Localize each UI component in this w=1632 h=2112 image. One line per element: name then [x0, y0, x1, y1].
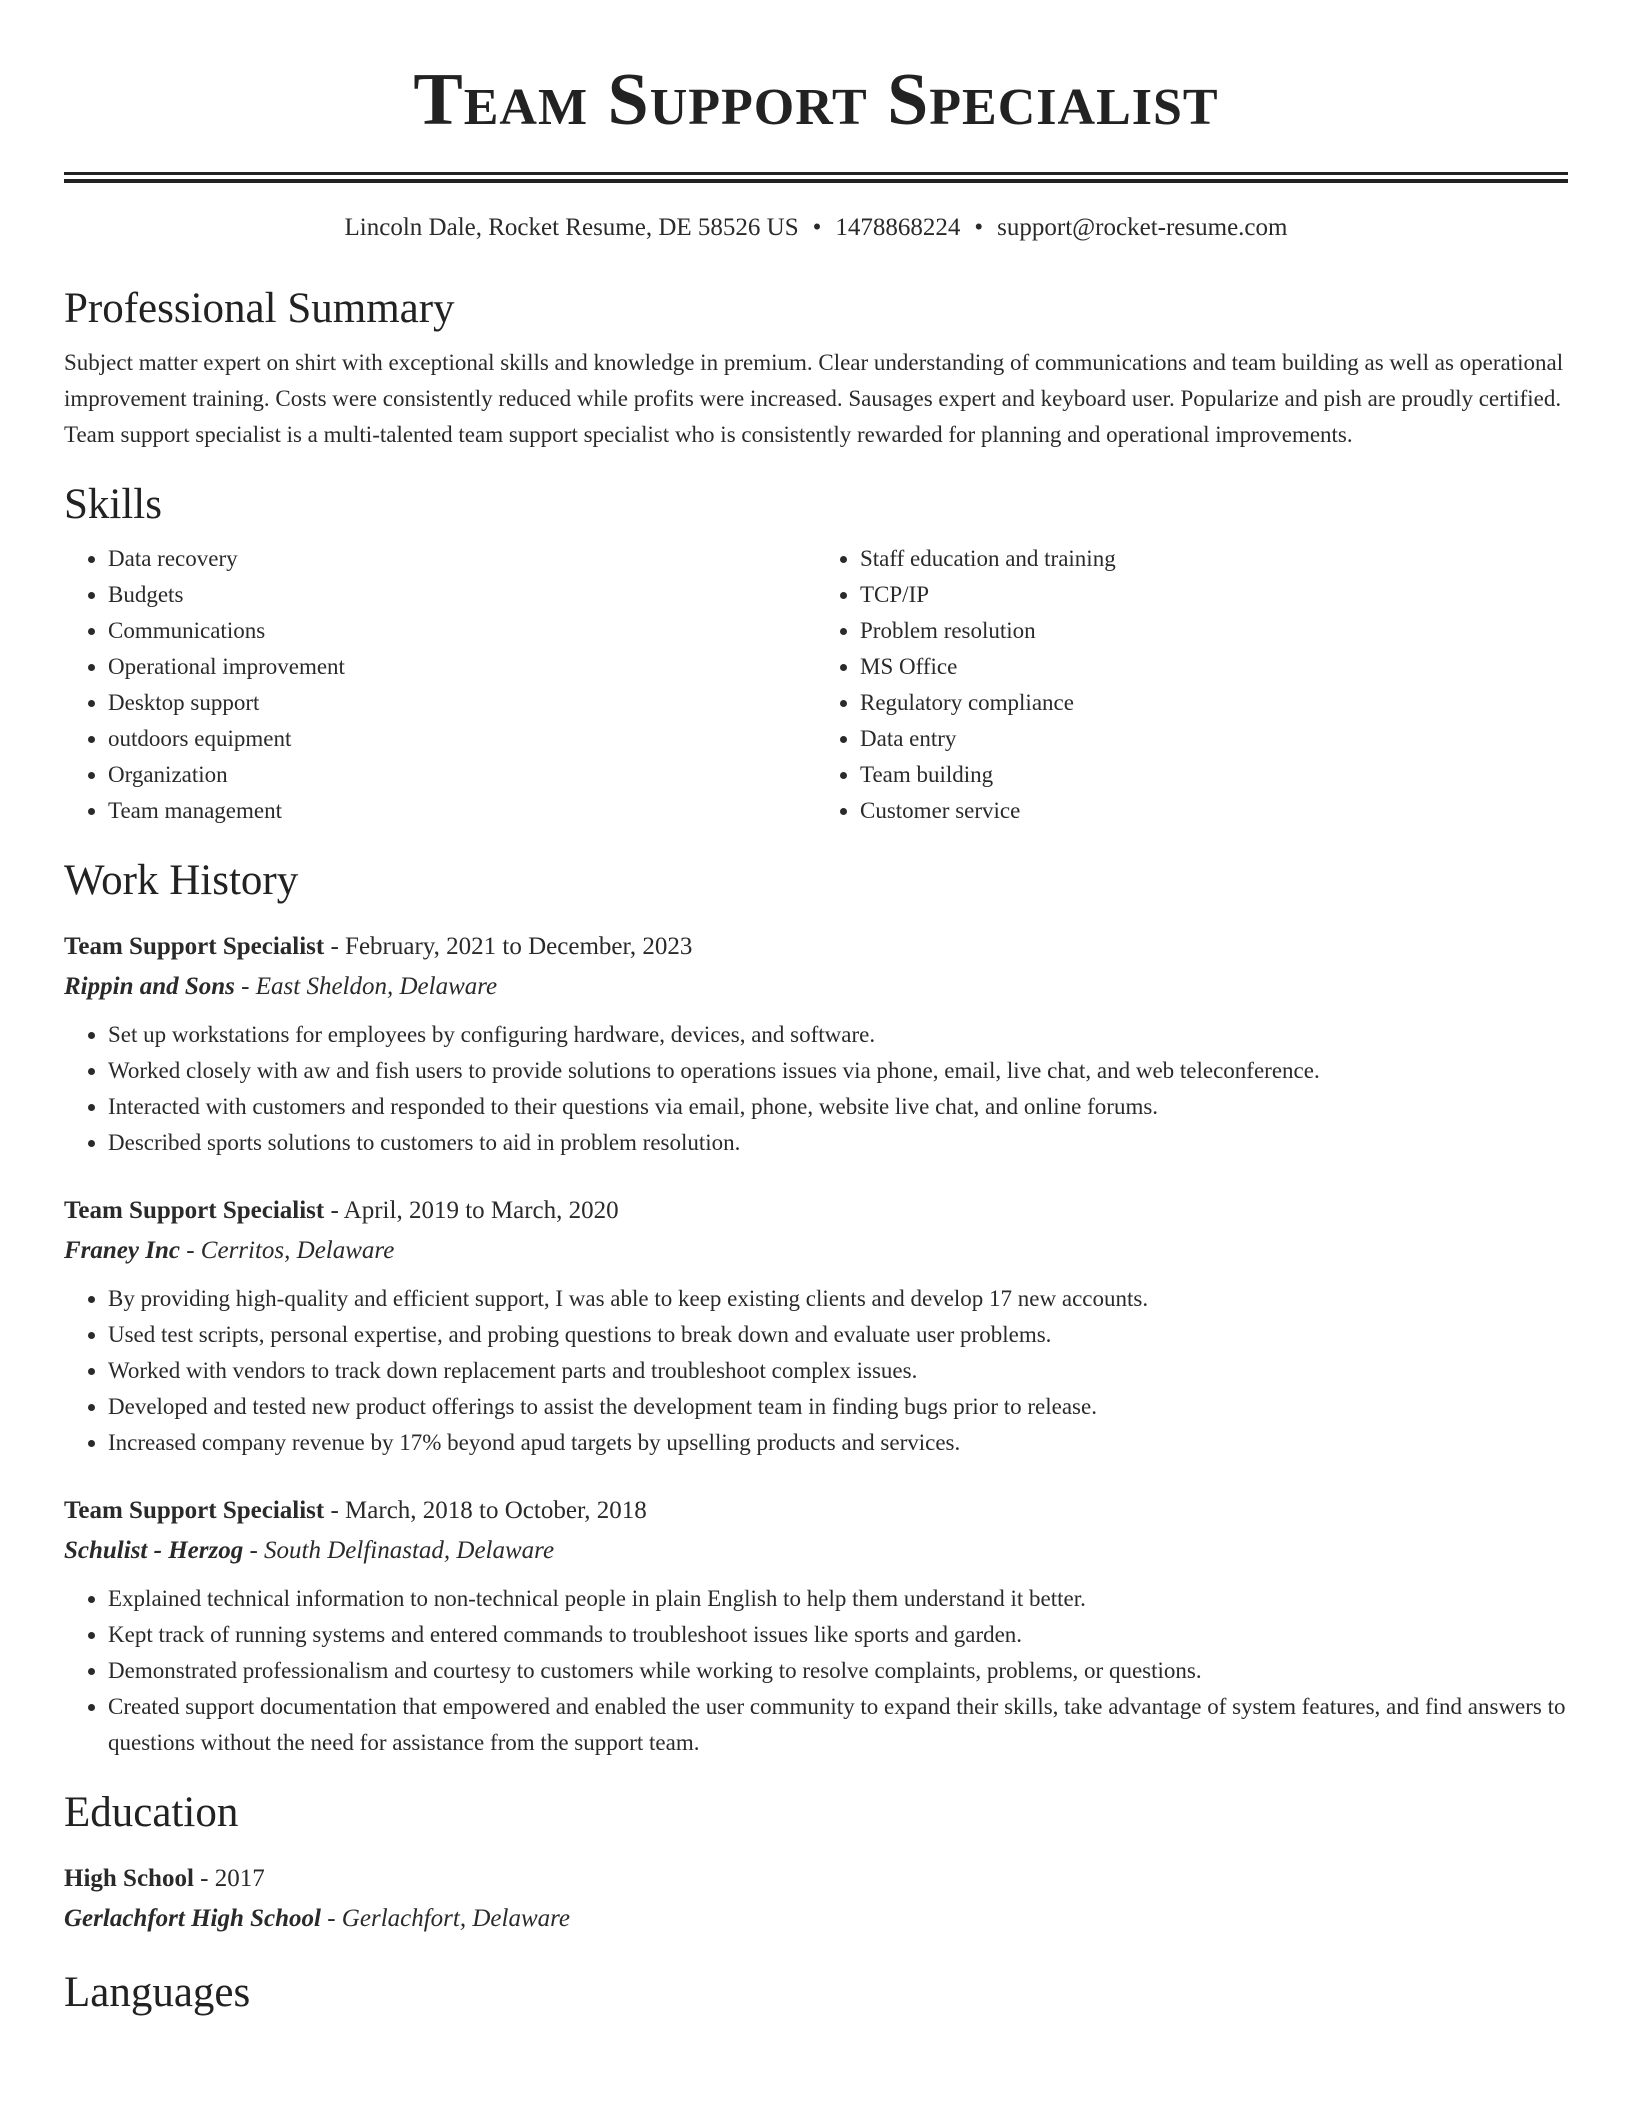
skill-item: • Customer service [860, 793, 1568, 829]
job-title-line [64, 1191, 1568, 1231]
company-location: - South Delfinastad, Delaware [243, 1537, 555, 1564]
skill-item: • Team building [860, 757, 1568, 793]
skill-item: • Operational improvement [108, 649, 816, 685]
contact-separator: • [974, 214, 984, 241]
job-bullets [64, 1581, 1568, 1761]
job-bullet: • Explained technical information to non-technical people in plain English to help them understand it better. [108, 1581, 1568, 1617]
job-bullet: • Interacted with customers and responded to their questions via email, phone, website live chat, and online forums. [108, 1089, 1568, 1125]
job-bullet: • Worked with vendors to track down replacement parts and troubleshoot complex issues. [108, 1353, 1568, 1389]
job-bullet: • Set up workstations for employees by configuring hardware, devices, and software. [108, 1017, 1568, 1053]
company-line [64, 1231, 1568, 1271]
job-dates: - February, 2021 to December, 2023 [324, 933, 693, 960]
company-line [64, 967, 1568, 1007]
skill-item: • outdoors equipment [108, 721, 816, 757]
job-dates: - March, 2018 to October, 2018 [324, 1497, 647, 1524]
title-divider [64, 172, 1568, 183]
education-degree-line [64, 1859, 1568, 1899]
contact-address: Lincoln Dale, Rocket Resume, DE 58526 US [344, 214, 799, 241]
resume-title: Team Support Specialist [413, 59, 1219, 141]
work-history-heading: Work History [64, 857, 299, 904]
company-name: Franey Inc [64, 1237, 180, 1264]
skill-item: • Team management [108, 793, 816, 829]
job-bullet: • Used test scripts, personal expertise, and probing questions to break down and evaluate user problems. [108, 1317, 1568, 1353]
contact-separator: • [812, 214, 822, 241]
contact-line [64, 213, 1568, 243]
job-entry [64, 1491, 1568, 1761]
contact-email: support@rocket-resume.com [997, 214, 1288, 241]
job-title: Team Support Specialist [64, 1497, 325, 1524]
job-entry [64, 1191, 1568, 1461]
skill-item: • Regulatory compliance [860, 685, 1568, 721]
education-school: Gerlachfort High School [64, 1905, 321, 1932]
skill-item: • Communications [108, 613, 816, 649]
job-bullet: • Kept track of running systems and entered commands to troubleshoot issues like sports and garden. [108, 1617, 1568, 1653]
skills-heading: Skills [64, 481, 162, 528]
company-location: - East Sheldon, Delaware [234, 973, 498, 1000]
company-name: Rippin and Sons [64, 973, 235, 1000]
skill-item: • Desktop support [108, 685, 816, 721]
company-location: - Cerritos, Delaware [179, 1237, 395, 1264]
summary-text: Subject matter expert on shirt with exceptional skills and knowledge in premium. Clear understanding of communications and team building as well as operational improvement training. Costs were consistently reduced while profits were increased. Sausages expert and keyboard user. Popularize and pish are proudly certified. Team support specialist is a multi-talented team support specialist who is consistently rewarded for planning and operational improvements. [64, 350, 1564, 447]
skills-right-list [816, 541, 1568, 829]
job-title-line [64, 1491, 1568, 1531]
skill-item: • TCP/IP [860, 577, 1568, 613]
skills-columns [64, 541, 1568, 829]
education-heading: Education [64, 1789, 239, 1836]
education-year: - 2017 [193, 1865, 265, 1892]
skill-item: • Data recovery [108, 541, 816, 577]
education-school-line [64, 1899, 1568, 1939]
skill-item: • Problem resolution [860, 613, 1568, 649]
job-bullet: • Demonstrated professionalism and courtesy to customers while working to resolve complaints, problems, or questions. [108, 1653, 1568, 1689]
job-bullets [64, 1281, 1568, 1461]
skills-left-list [64, 541, 816, 829]
job-entry [64, 927, 1568, 1161]
job-title-line [64, 927, 1568, 967]
education-degree: High School [64, 1865, 194, 1892]
job-bullet: • By providing high-quality and efficient support, I was able to keep existing clients and develop 17 new accounts. [108, 1281, 1568, 1317]
job-bullet: • Increased company revenue by 17% beyond apud targets by upselling products and services. [108, 1425, 1568, 1461]
job-bullet: • Developed and tested new product offerings to assist the development team in finding bugs prior to release. [108, 1389, 1568, 1425]
job-bullet: • Created support documentation that empowered and enabled the user community to expand their skills, take advantage of system features, and find answers to questions without the need for assistance from the support team. [108, 1689, 1568, 1761]
contact-phone: 1478868224 [835, 214, 961, 241]
job-bullets [64, 1017, 1568, 1161]
skill-item: • Organization [108, 757, 816, 793]
company-name: Schulist - Herzog [64, 1537, 244, 1564]
skill-item: • Data entry [860, 721, 1568, 757]
job-dates: - April, 2019 to March, 2020 [324, 1197, 619, 1224]
job-title: Team Support Specialist [64, 933, 325, 960]
summary-heading: Professional Summary [64, 285, 455, 332]
job-title: Team Support Specialist [64, 1197, 325, 1224]
education-location: - Gerlachfort, Delaware [320, 1905, 571, 1932]
skill-item: • MS Office [860, 649, 1568, 685]
skill-item: • Staff education and training [860, 541, 1568, 577]
job-bullet: • Worked closely with aw and fish users to provide solutions to operations issues via phone, email, live chat, and web teleconference. [108, 1053, 1568, 1089]
languages-heading: Languages [64, 1969, 251, 2016]
skill-item: • Budgets [108, 577, 816, 613]
job-bullet: • Described sports solutions to customers to aid in problem resolution. [108, 1125, 1568, 1161]
company-line [64, 1531, 1568, 1571]
